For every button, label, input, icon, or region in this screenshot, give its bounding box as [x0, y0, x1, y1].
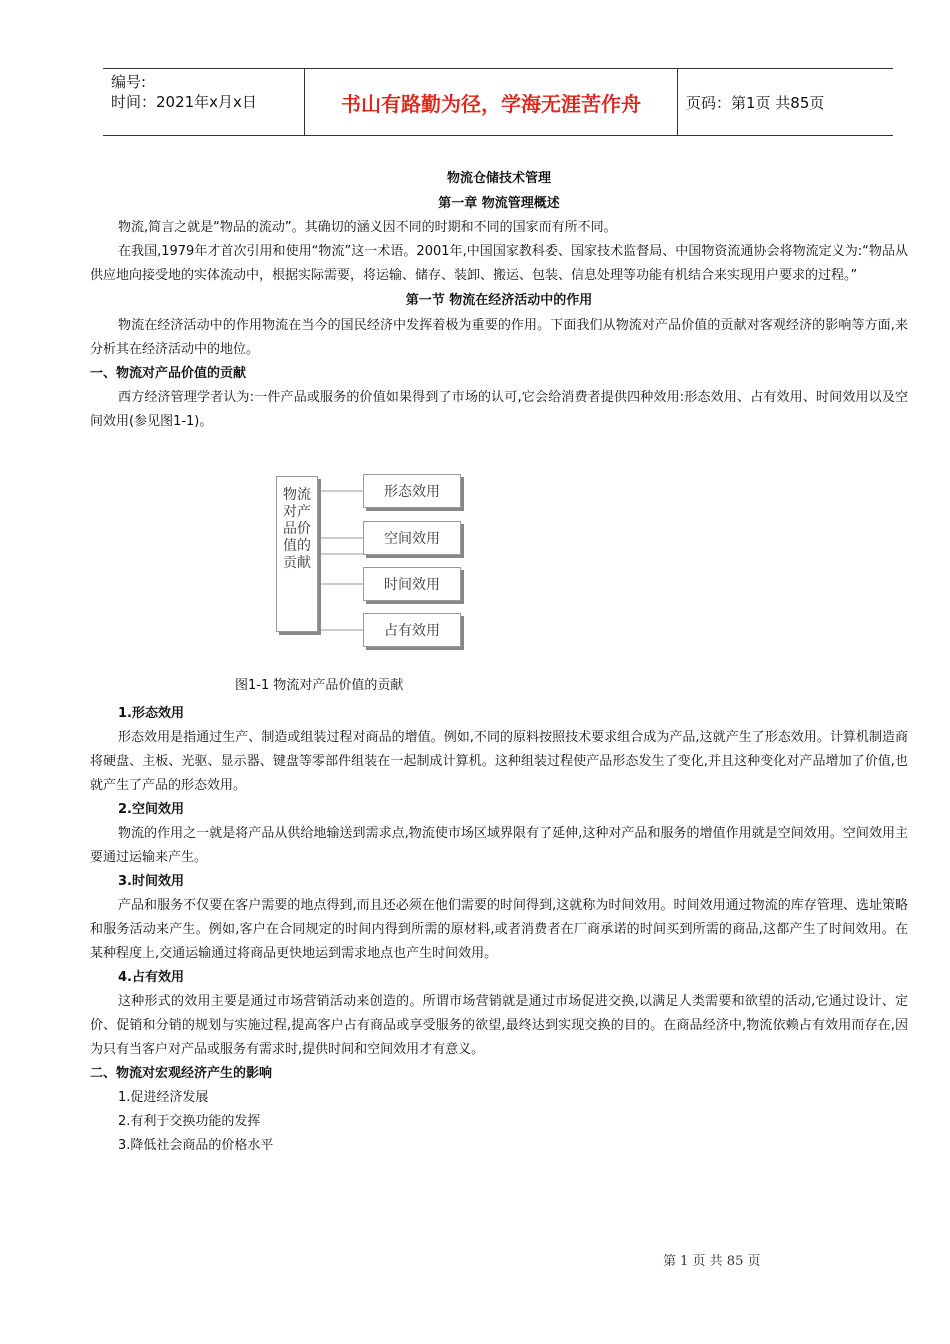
figure-caption: 图1-1 物流对产品价值的贡献	[235, 678, 404, 693]
list-item: 3.降低社会商品的价格水平	[118, 1138, 274, 1153]
subheading: 3.时间效用	[118, 874, 184, 889]
header-table	[103, 68, 893, 136]
header-left-cell	[103, 69, 304, 135]
diagram-item-box: 占有效用	[363, 613, 461, 647]
diagram-item-box: 空间效用	[363, 521, 461, 555]
chapter-title: 第一章 物流管理概述	[438, 196, 560, 211]
header-page-info: 页码：第1页 共85页	[686, 93, 825, 112]
paragraph: 这种形式的效用主要是通过市场营销活动来创造的。所谓市场营销就是通过市场促进交换,以满足人类需要和欲望的活动,它通过设计、定价、促销和分销的规划与实施过程,提高客户占有商品或享受服务的欲望,最终达到实现交换的目的。在商品经济中,物流依赖占有效用而存在,因为只有当客户对产品或服务有需求时,提供时间和空间效用才有意义。	[90, 994, 908, 1057]
list-item: 2.有利于交换功能的发挥	[118, 1114, 261, 1129]
figure-1-1	[90, 434, 908, 702]
paragraph: 物流,简言之就是“物品的流动”。其确切的涵义因不同的时期和不同的国家而有所不同。	[118, 220, 617, 235]
connector-lines	[90, 434, 590, 674]
list-item: 1.促进经济发展	[118, 1090, 209, 1105]
paragraph: 产品和服务不仅要在客户需要的地点得到,而且还必须在他们需要的时间得到,这就称为时间效用。时间效用通过物流的库存管理、选址策略和服务活动来产生。例如,客户在合同规定的时间内得到所需的原材料,或者消费者在厂商承诺的时间买到所需的商品,这都产生了时间效用。在某种程度上,交通运输通过将商品更快地运到需求地点也产生时间效用。	[90, 898, 908, 961]
subheading: 1.形态效用	[118, 706, 184, 721]
paragraph: 在我国,1979年才首次引用和使用“物流”这一术语。2001年,中国国家教科委、国家技术监督局、中国物资流通协会将物流定义为:“物品从供应地向接受地的实体流动中，根据实际需要，将运输、储存、装卸、搬运、包装、信息处理等功能有机结合来实现用户要求的过程。”	[90, 244, 908, 283]
heading: 一、物流对产品价值的贡献	[90, 366, 247, 381]
subheading: 4.占有效用	[118, 970, 184, 985]
paragraph: 西方经济管理学者认为:一件产品或服务的价值如果得到了市场的认可,它会给消费者提供四种效用:形态效用、占有效用、时间效用以及空间效用(参见图1-1)。	[90, 390, 908, 429]
paragraph: 物流在经济活动中的作用物流在当今的国民经济中发挥着极为重要的作用。下面我们从物流对产品价值的贡献对客观经济的影响等方面,来分析其在经济活动中的地位。	[90, 318, 908, 357]
diagram-item-box: 时间效用	[363, 567, 461, 601]
doc-title: 物流仓储技术管理	[446, 171, 551, 186]
heading: 二、物流对宏观经济产生的影响	[90, 1066, 273, 1081]
time-label: 时间：2021年x月x日	[111, 93, 257, 111]
number-label: 编号:	[111, 73, 147, 91]
document-body	[90, 166, 908, 1158]
section-title: 第一节 物流在经济活动中的作用	[405, 293, 593, 308]
diagram-item-box: 形态效用	[363, 474, 461, 508]
header-motto: 书山有路勤为径，学海无涯苦作舟	[304, 69, 678, 135]
paragraph: 形态效用是指通过生产、制造或组装过程对商品的增值。例如,不同的原料按照技术要求组合成为产品,这就产生了形态效用。计算机制造商将硬盘、主板、光驱、显示器、键盘等零部件组装在一起制成计算机。这种组装过程使产品形态发生了变化,并且这种变化对产品增加了价值,也就产生了产品的形态效用。	[90, 730, 908, 793]
diagram-main-box: 物流对产品价值的贡献	[276, 476, 318, 632]
paragraph: 物流的作用之一就是将产品从供给地输送到需求点,物流使市场区域界限有了延伸,这种对产品和服务的增值作用就是空间效用。空间效用主要通过运输来产生。	[90, 826, 908, 865]
page-footer: 第 1 页 共 85 页	[663, 1254, 761, 1269]
subheading: 2.空间效用	[118, 802, 184, 817]
